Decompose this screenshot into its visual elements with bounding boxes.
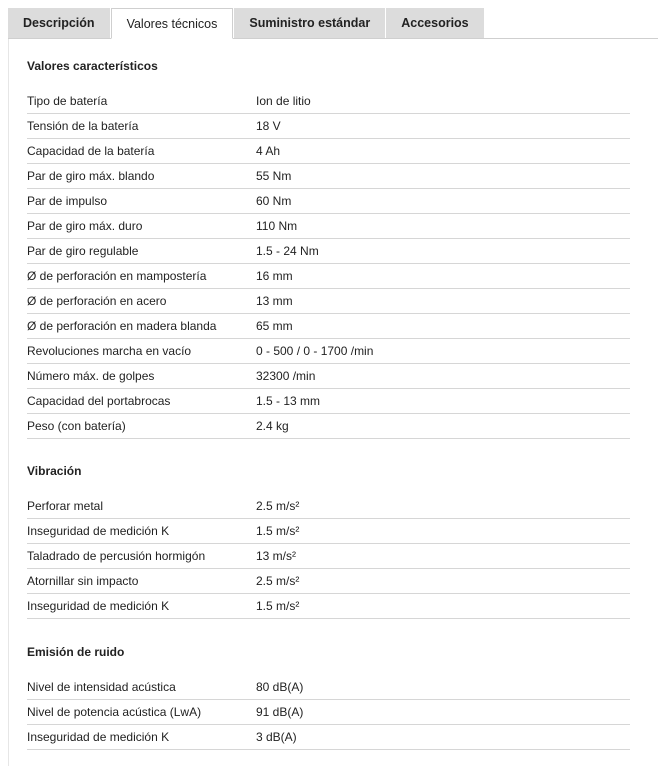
table-row	[27, 289, 630, 314]
tab-accesorios[interactable]: Accesorios	[386, 8, 483, 38]
spec-value: 91 dB(A)	[256, 705, 304, 719]
table-row	[27, 164, 630, 189]
spec-value: 2.4 kg	[256, 419, 289, 433]
spec-label: Taladrado de percusión hormigón	[27, 549, 206, 563]
table-row	[27, 89, 630, 114]
table-row	[27, 569, 630, 594]
table-row	[27, 519, 630, 544]
table-row	[27, 314, 630, 339]
spec-value: 60 Nm	[256, 194, 292, 208]
spec-value: 13 mm	[256, 294, 293, 308]
table-row	[27, 594, 630, 619]
section-title-emision-de-ruido: Emisión de ruido	[27, 645, 125, 659]
spec-value: 1.5 m/s²	[256, 599, 300, 613]
table-row	[27, 239, 630, 264]
spec-label: Par de impulso	[27, 194, 108, 208]
spec-label: Peso (con batería)	[27, 419, 126, 433]
spec-label: Tensión de la batería	[27, 119, 139, 133]
spec-label: Nivel de potencia acústica (LwA)	[27, 705, 202, 719]
spec-label: Par de giro máx. blando	[27, 169, 155, 183]
table-row	[27, 700, 630, 725]
table-row	[27, 114, 630, 139]
spec-label: Ø de perforación en madera blanda	[27, 319, 217, 333]
spec-label: Par de giro regulable	[27, 244, 139, 258]
tab-descripcion[interactable]: Descripción	[8, 8, 110, 38]
spec-label: Nivel de intensidad acústica	[27, 680, 176, 694]
spec-value: 0 - 500 / 0 - 1700 /min	[256, 344, 374, 358]
spec-value: 2.5 m/s²	[256, 574, 300, 588]
tab-bar	[8, 8, 485, 39]
spec-label: Capacidad del portabrocas	[27, 394, 171, 408]
table-row	[27, 544, 630, 569]
spec-value: 3 dB(A)	[256, 730, 297, 744]
table-row	[27, 339, 630, 364]
spec-label: Inseguridad de medición K	[27, 730, 170, 744]
section-title-valores-caracteristicos: Valores característicos	[27, 59, 158, 73]
spec-label: Inseguridad de medición K	[27, 524, 170, 538]
table-row	[27, 364, 630, 389]
table-row	[27, 725, 630, 750]
tab-valores-tecnicos[interactable]: Valores técnicos	[111, 8, 234, 39]
spec-value: 2.5 m/s²	[256, 499, 300, 513]
spec-value: 110 Nm	[256, 219, 298, 233]
spec-value: 13 m/s²	[256, 549, 297, 563]
table-row	[27, 264, 630, 289]
spec-label: Par de giro máx. duro	[27, 219, 143, 233]
table-row	[27, 189, 630, 214]
spec-label: Número máx. de golpes	[27, 369, 155, 383]
table-row	[27, 389, 630, 414]
spec-value: 65 mm	[256, 319, 293, 333]
tab-divider	[8, 38, 658, 39]
section-title-vibracion: Vibración	[27, 464, 82, 478]
table-row	[27, 214, 630, 239]
spec-value: Ion de litio	[256, 94, 311, 108]
spec-table-emision-de-ruido	[27, 675, 630, 750]
spec-value: 18 V	[256, 119, 281, 133]
spec-value: 1.5 - 24 Nm	[256, 244, 319, 258]
spec-label: Ø de perforación en acero	[27, 294, 167, 308]
tab-suministro-estandar[interactable]: Suministro estándar	[234, 8, 385, 38]
spec-label: Inseguridad de medición K	[27, 599, 170, 613]
spec-label: Atornillar sin impacto	[27, 574, 139, 588]
spec-label: Ø de perforación en mampostería	[27, 269, 207, 283]
table-row	[27, 139, 630, 164]
spec-value: 16 mm	[256, 269, 293, 283]
spec-value: 1.5 m/s²	[256, 524, 300, 538]
spec-value: 4 Ah	[256, 144, 281, 158]
spec-table-vibracion	[27, 494, 630, 619]
spec-label: Capacidad de la batería	[27, 144, 155, 158]
spec-value: 32300 /min	[256, 369, 316, 383]
table-row	[27, 414, 630, 439]
spec-value: 55 Nm	[256, 169, 292, 183]
spec-value: 1.5 - 13 mm	[256, 394, 321, 408]
spec-label: Revoluciones marcha en vacío	[27, 344, 192, 358]
spec-label: Perforar metal	[27, 499, 104, 513]
spec-label: Tipo de batería	[27, 94, 108, 108]
table-row	[27, 675, 630, 700]
spec-value: 80 dB(A)	[256, 680, 304, 694]
table-row	[27, 494, 630, 519]
spec-table-valores-caracteristicos	[27, 89, 630, 439]
panel-border	[8, 39, 9, 766]
